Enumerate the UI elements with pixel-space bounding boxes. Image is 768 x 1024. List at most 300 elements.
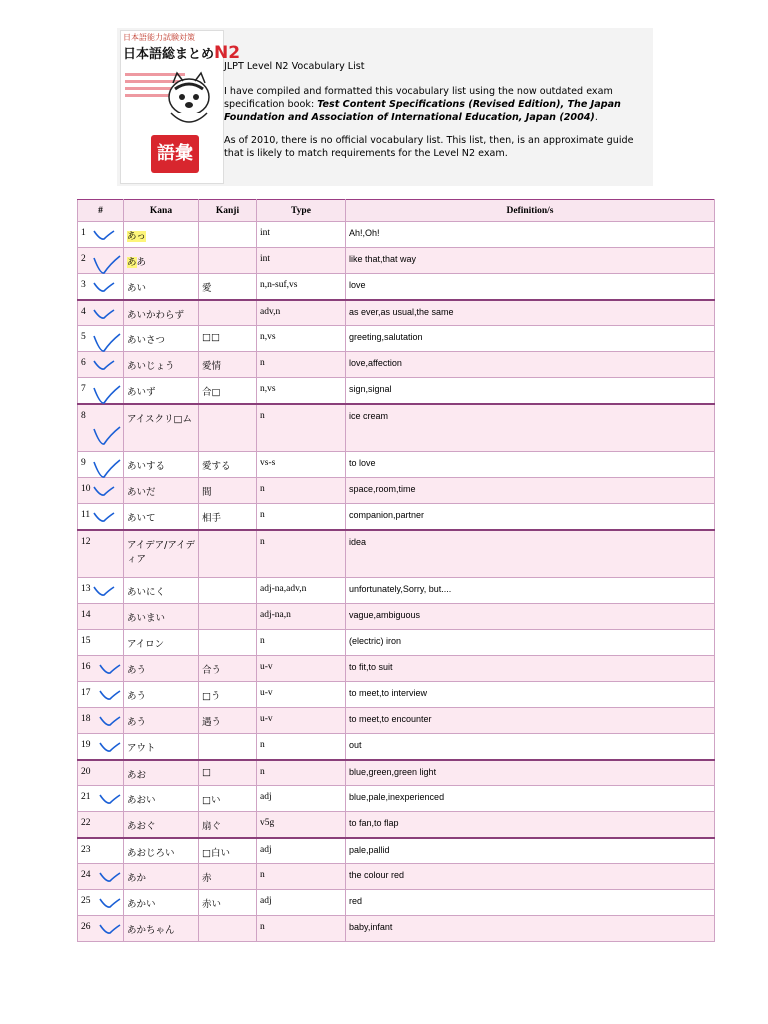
header-kana: Kana (124, 200, 199, 222)
table-row (78, 274, 715, 300)
cell-def-text: space,room,time (349, 484, 416, 494)
table-row (78, 656, 715, 682)
cell-def-text: to fit,to suit (349, 662, 393, 672)
cell-num (78, 760, 124, 786)
cell-kanji-text: 赤い (202, 899, 222, 910)
cell-kanji (199, 452, 257, 478)
cell-kana (124, 604, 199, 630)
cell-kana (124, 838, 199, 864)
cell-type (257, 222, 346, 248)
cell-def (346, 838, 715, 864)
cell-kana-text: あかちゃん (127, 925, 175, 936)
header-type: Type (257, 200, 346, 222)
cell-kana (124, 326, 199, 352)
handwritten-check-icon (98, 740, 122, 754)
check-stroke (94, 513, 114, 521)
cell-num (78, 326, 124, 352)
handwritten-check-icon (92, 307, 116, 321)
cell-num (78, 656, 124, 682)
table-row (78, 478, 715, 504)
cell-type (257, 708, 346, 734)
table-body (78, 222, 715, 942)
cell-kana-text: あい (127, 283, 147, 294)
cell-type (257, 530, 346, 578)
intro-p1-text: I have compiled and formatted this vocabulary list using the now outdated exam specification book: (224, 86, 613, 110)
cell-kana-text: あおぐ (127, 821, 156, 832)
cell-def-text: out (349, 740, 362, 750)
cell-kana-text: アイロン (127, 639, 165, 650)
cell-kana (124, 916, 199, 942)
cell-type-text: int (260, 254, 271, 264)
cell-type-text: u-v (260, 662, 273, 672)
cell-kanji (199, 578, 257, 604)
cell-type-text: n (260, 870, 265, 880)
cell-num (78, 630, 124, 656)
cover-title-level: N2 (214, 43, 241, 63)
check-stroke (94, 487, 114, 495)
table-row (78, 760, 715, 786)
cell-num (78, 248, 124, 274)
cell-num (78, 838, 124, 864)
cell-kana (124, 452, 199, 478)
cell-kana (124, 864, 199, 890)
cell-type (257, 274, 346, 300)
cell-kana-text (127, 257, 146, 268)
cell-def-text: sign,signal (349, 384, 392, 394)
cell-kana-text: あう (127, 691, 147, 702)
table-row (78, 300, 715, 326)
cell-def-text: blue,pale,inexperienced (349, 792, 445, 802)
cell-num-text: 11 (81, 510, 91, 520)
cell-type (257, 838, 346, 864)
cell-kanji (199, 630, 257, 656)
cell-def (346, 734, 715, 760)
check-stroke (94, 361, 114, 369)
cell-kana (124, 300, 199, 326)
cell-def-text: ice cream (349, 410, 389, 421)
cell-kanji-text: 扇ぐ (202, 821, 222, 832)
cell-num (78, 504, 124, 530)
cell-num-text: 4 (81, 306, 86, 317)
cell-type (257, 734, 346, 760)
cell-kana (124, 352, 199, 378)
cell-num-text: 25 (81, 896, 91, 906)
cell-num-text: 13 (81, 584, 91, 594)
cell-num (78, 786, 124, 812)
cell-num-text: 26 (81, 922, 91, 932)
cell-def (346, 708, 715, 734)
table-row (78, 682, 715, 708)
cell-def-text: to fan,to flap (349, 818, 399, 828)
check-stroke (94, 256, 120, 273)
cell-kanji-text: 遇う (202, 717, 222, 728)
cell-num-text: 23 (81, 844, 91, 855)
check-stroke (100, 665, 120, 673)
cell-kana-text: あおい (127, 795, 156, 806)
handwritten-check-icon (92, 484, 116, 498)
cell-def (346, 274, 715, 300)
cell-kana-text: あいず (127, 387, 156, 398)
rest-chars: あ (136, 257, 147, 268)
cell-kana (124, 708, 199, 734)
cell-kanji (199, 326, 257, 352)
cell-type (257, 760, 346, 786)
cell-type-text: vs-s (260, 458, 276, 468)
check-stroke (94, 334, 120, 351)
cell-kanji-text: □□ (202, 332, 220, 343)
cell-kanji (199, 786, 257, 812)
cell-kanji (199, 890, 257, 916)
table-row (78, 504, 715, 530)
cell-num-text: 12 (81, 536, 91, 547)
cell-kanji-text: 合□ (202, 387, 221, 398)
table-row (78, 222, 715, 248)
cell-num (78, 864, 124, 890)
cell-def-text: red (349, 896, 363, 906)
cell-kana-text: あっ (127, 231, 146, 242)
intro-paragraph-2: As of 2010, there is no official vocabulary list. This list, then, is an approximate guide that is likely to match requirements for the Level N2 exam. (224, 135, 634, 159)
cell-kanji-text: 赤 (202, 873, 212, 884)
table-row (78, 630, 715, 656)
check-stroke (94, 460, 120, 477)
header-kanji: Kanji (199, 200, 257, 222)
cell-num (78, 708, 124, 734)
table-row (78, 530, 715, 578)
cell-type (257, 604, 346, 630)
cell-type-text: int (260, 228, 271, 238)
cell-type-text: adj-na,n (260, 610, 291, 620)
squirrel-mascot-icon (159, 71, 219, 143)
cell-kanji (199, 274, 257, 300)
cell-kanji (199, 812, 257, 838)
check-stroke (100, 717, 120, 725)
handwritten-check-icon (92, 425, 122, 447)
cell-type-text: u-v (260, 688, 273, 698)
cell-kana (124, 248, 199, 274)
cell-num (78, 530, 124, 578)
cell-def (346, 530, 715, 578)
cell-kanji-text: □い (202, 795, 221, 806)
intro-p1-source: Test Content Specifications (Revised Edition), The Japan Foundation and Association of International Education, Japan (2004) (224, 99, 621, 123)
cell-kana (124, 274, 199, 300)
cell-kana-text: あいかわらず (127, 309, 185, 321)
cell-type (257, 890, 346, 916)
vocabulary-table (77, 199, 715, 942)
cell-type (257, 378, 346, 404)
check-stroke (100, 743, 120, 751)
cell-kana (124, 656, 199, 682)
cell-def-text: (electric) iron (349, 636, 402, 646)
cell-type-text: u-v (260, 714, 273, 724)
cell-kana-text: あいする (127, 461, 166, 472)
cell-kana-text: あお (127, 769, 147, 781)
page-title: JLPT Level N2 Vocabulary List (224, 61, 365, 72)
cell-kanji (199, 734, 257, 760)
cell-num (78, 682, 124, 708)
cell-num-text: 1 (81, 228, 86, 238)
cell-type (257, 248, 346, 274)
cell-def-text: love,affection (349, 358, 402, 368)
handwritten-check-icon (92, 358, 116, 372)
cell-def (346, 248, 715, 274)
check-stroke (94, 231, 114, 239)
cell-type (257, 916, 346, 942)
check-stroke (94, 386, 120, 403)
cell-def-text: companion,partner (349, 510, 425, 520)
cell-kana (124, 812, 199, 838)
cell-def (346, 578, 715, 604)
cell-kanji (199, 222, 257, 248)
cell-kana (124, 734, 199, 760)
cell-def (346, 682, 715, 708)
cell-kanji (199, 760, 257, 786)
cell-num (78, 604, 124, 630)
highlighted-char: あ (127, 257, 137, 268)
cell-kana-text: あいさつ (127, 335, 166, 346)
check-stroke (100, 795, 120, 803)
cell-kana-text: あいだ (127, 487, 156, 498)
cell-type-text: n (260, 766, 265, 777)
cell-def (346, 630, 715, 656)
table-row (78, 812, 715, 838)
cell-def (346, 378, 715, 404)
cell-type (257, 812, 346, 838)
cell-num-text: 5 (81, 332, 86, 342)
cell-kana-text: あう (127, 665, 147, 676)
cell-kanji (199, 478, 257, 504)
cell-num (78, 404, 124, 452)
handwritten-check-icon (92, 584, 116, 598)
check-stroke (100, 899, 120, 907)
cell-num-text: 9 (81, 458, 86, 468)
cell-kanji-text: 相手 (202, 513, 222, 524)
check-stroke (100, 691, 120, 699)
handwritten-check-icon (92, 228, 116, 242)
cell-type (257, 682, 346, 708)
cell-type (257, 452, 346, 478)
cell-kanji (199, 682, 257, 708)
cell-num-text: 16 (81, 662, 91, 672)
cell-kana-text: あいまい (127, 613, 166, 624)
cell-type-text: adj (260, 844, 272, 855)
cell-def (346, 404, 715, 452)
cell-def-text: to love (349, 458, 376, 468)
cell-kanji-text: 愛する (202, 461, 231, 472)
cell-type-text: adj-na,adv,n (260, 584, 307, 594)
table-row (78, 452, 715, 478)
cell-def-text: like that,that way (349, 254, 417, 264)
cell-kana (124, 890, 199, 916)
handwritten-check-icon (98, 714, 122, 728)
table-row (78, 734, 715, 760)
cell-kanji (199, 864, 257, 890)
cell-def-text: greeting,salutation (349, 332, 423, 342)
cell-def-text: baby,infant (349, 922, 393, 932)
cell-def-text: Ah!,Oh! (349, 228, 380, 238)
cell-kana-text: あか (127, 873, 147, 884)
handwritten-check-icon (98, 870, 122, 884)
cell-def-text: as ever,as usual,the same (349, 306, 454, 317)
cell-type (257, 404, 346, 452)
cell-num-text: 3 (81, 280, 86, 290)
cell-def (346, 452, 715, 478)
cell-type (257, 300, 346, 326)
cell-def-text: to meet,to encounter (349, 714, 432, 724)
cell-type-text: n (260, 636, 265, 646)
cell-num (78, 452, 124, 478)
cell-def (346, 786, 715, 812)
cell-num-text: 8 (81, 410, 86, 421)
cell-kanji (199, 656, 257, 682)
table-row (78, 578, 715, 604)
cell-num (78, 890, 124, 916)
cell-kanji-text: 愛情 (202, 361, 222, 372)
cell-def (346, 222, 715, 248)
handwritten-check-icon (98, 922, 122, 936)
cell-num-text: 19 (81, 740, 91, 750)
book-cover-image (120, 30, 241, 184)
intro-text (224, 60, 644, 170)
check-stroke (100, 925, 120, 933)
cell-def (346, 478, 715, 504)
cell-def-text: blue,green,green light (349, 766, 437, 777)
table-header-row (78, 200, 715, 222)
table-row (78, 786, 715, 812)
cell-kana (124, 530, 199, 578)
cover-vocab-label: 語彙 (151, 135, 199, 173)
cell-def (346, 352, 715, 378)
cell-num (78, 916, 124, 942)
handwritten-check-icon (98, 896, 122, 910)
cell-num-text: 17 (81, 688, 91, 698)
cell-kana (124, 682, 199, 708)
cell-type (257, 786, 346, 812)
cell-num (78, 222, 124, 248)
cell-type (257, 864, 346, 890)
cell-kanji-text: □白い (202, 847, 230, 859)
cell-type (257, 630, 346, 656)
cell-type-text: n (260, 358, 265, 368)
cell-def-text: pale,pallid (349, 844, 390, 855)
cell-num (78, 812, 124, 838)
cell-kana (124, 578, 199, 604)
cell-type (257, 578, 346, 604)
cell-num-text: 20 (81, 766, 91, 777)
cell-def-text: unfortunately,Sorry, but.... (349, 584, 452, 594)
cell-kanji-text: 間 (202, 487, 212, 498)
cell-def (346, 760, 715, 786)
cell-kana (124, 630, 199, 656)
cell-type (257, 326, 346, 352)
cell-def (346, 326, 715, 352)
cell-num (78, 378, 124, 404)
cell-def (346, 604, 715, 630)
cell-kana-text: アイデア/アイディア (127, 539, 195, 565)
cell-def (346, 864, 715, 890)
cell-kanji-text: □う (202, 691, 221, 702)
cell-type (257, 504, 346, 530)
cell-type-text: n (260, 410, 265, 421)
cell-kana (124, 504, 199, 530)
cell-type-text: n (260, 740, 265, 750)
cover-band-text: 日本語能力試験対策 (123, 33, 195, 42)
table-row (78, 248, 715, 274)
cell-type-text: adj (260, 792, 272, 802)
cover-title (123, 43, 240, 63)
cell-kanji (199, 404, 257, 452)
check-stroke (94, 283, 114, 291)
cell-kanji-text: 合う (202, 665, 222, 676)
cell-type-text: n (260, 484, 265, 494)
cell-kana (124, 478, 199, 504)
cell-type-text: adj (260, 896, 272, 906)
cell-def (346, 812, 715, 838)
cell-num (78, 274, 124, 300)
cell-type-text: v5g (260, 818, 275, 828)
table-row (78, 916, 715, 942)
cell-kana-text: あいて (127, 513, 156, 524)
header-definition: Definition/s (346, 200, 715, 222)
cell-num-text: 22 (81, 818, 91, 828)
table-row (78, 326, 715, 352)
cell-kana-text: あいじょう (127, 361, 175, 372)
table-row (78, 378, 715, 404)
cell-kanji (199, 248, 257, 274)
cell-def-text: love (349, 280, 366, 290)
check-stroke (100, 873, 120, 881)
cell-def (346, 504, 715, 530)
cell-kanji (199, 352, 257, 378)
cell-def (346, 890, 715, 916)
cell-type-text: adv,n (260, 306, 281, 317)
cell-def (346, 656, 715, 682)
table-row (78, 708, 715, 734)
cell-type-text: n (260, 510, 265, 520)
cell-num (78, 578, 124, 604)
cell-def-text: the colour red (349, 870, 405, 880)
cell-num-text: 15 (81, 636, 91, 646)
cell-num (78, 478, 124, 504)
cell-kana (124, 378, 199, 404)
cell-kanji (199, 530, 257, 578)
cell-kana (124, 222, 199, 248)
cell-kana-text: アイスクリ□ム (127, 413, 193, 425)
cell-type (257, 478, 346, 504)
cell-kana-text: あかい (127, 899, 156, 910)
cell-num-text: 21 (81, 792, 91, 802)
cell-kanji (199, 378, 257, 404)
cell-type-text: n,vs (260, 384, 276, 394)
intro-paragraph-1 (224, 85, 644, 124)
cell-kana (124, 786, 199, 812)
table-row (78, 604, 715, 630)
check-stroke (94, 427, 120, 444)
check-stroke (94, 310, 114, 318)
cell-num-text: 14 (81, 610, 91, 620)
cell-num-text: 7 (81, 384, 86, 394)
cover-title-main: 日本語総まとめ (123, 47, 215, 62)
cell-num-text: 2 (81, 254, 86, 264)
cell-num-text: 6 (81, 358, 86, 368)
cell-kanji-text: □ (202, 766, 211, 778)
table-row (78, 352, 715, 378)
cell-kanji (199, 708, 257, 734)
cell-type (257, 656, 346, 682)
cell-type (257, 352, 346, 378)
handwritten-check-icon (98, 688, 122, 702)
cell-kanji (199, 916, 257, 942)
cell-kana (124, 404, 199, 452)
